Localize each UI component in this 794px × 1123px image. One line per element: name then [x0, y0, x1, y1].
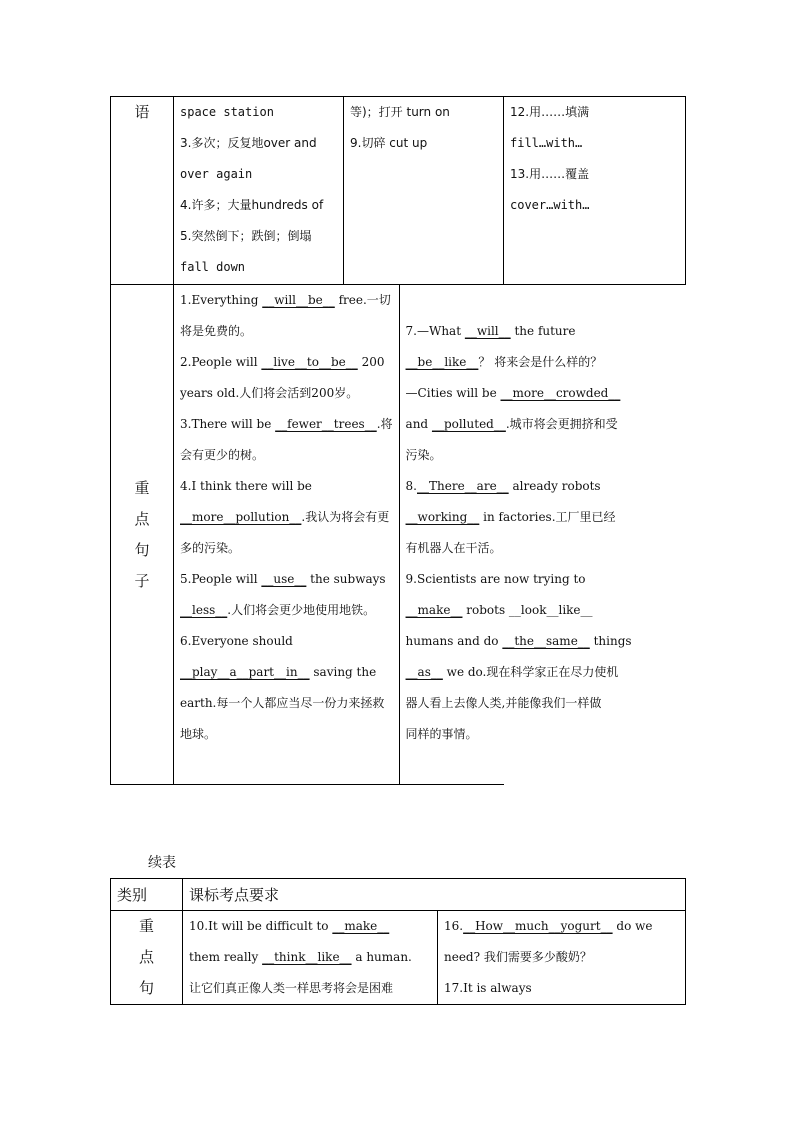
sentence-text: already robots	[508, 479, 601, 493]
sentence-line	[406, 347, 632, 378]
sentence-line	[406, 595, 632, 626]
sentence-line	[406, 409, 632, 440]
sentence-text: 1.Everything	[180, 293, 263, 307]
category-label: 重 点 句 子	[111, 285, 174, 785]
sentence-text: years old.人们将会活到200岁。	[180, 386, 359, 400]
sentence-text: them really	[189, 950, 263, 964]
vocab-line: fill…with…	[510, 136, 583, 150]
table-row	[111, 911, 686, 1005]
sentence-line	[406, 378, 632, 409]
sentence-line	[189, 973, 431, 1004]
sentence-text: need? 我们需要多少酸奶？	[444, 950, 592, 964]
sentence-line	[180, 595, 393, 626]
answer-blank: __How__much__yogurt__	[463, 919, 613, 933]
sentence-text: 17.It is always	[444, 981, 532, 995]
sentence-text: 地球。	[180, 727, 217, 741]
sentence-text: —Cities will be	[405, 386, 501, 400]
sentence-line	[180, 533, 393, 564]
vocab-line: 等)；打开 turn on	[350, 105, 450, 119]
sentence-text: and	[405, 417, 432, 431]
vocab-line: 12.用……填满	[510, 105, 590, 119]
vocab-cell-3	[504, 97, 686, 285]
vocab-line: 13.用……覆盖	[510, 167, 590, 181]
sentence-line	[406, 533, 632, 564]
vocab-line: 9.切碎 cut up	[350, 136, 428, 150]
vocab-line: 4.许多；大量hundreds of	[180, 198, 324, 212]
answer-blank: __will__	[464, 324, 511, 338]
sentence-line	[180, 440, 393, 471]
sentence-line	[406, 316, 632, 347]
answer-blank: __working__	[405, 510, 480, 524]
sentence-text: 让它们真正像人类一样思考将会是困难	[189, 981, 394, 995]
sentence-line	[180, 626, 393, 657]
sentence-text: the subways	[306, 572, 386, 586]
sentence-line	[189, 942, 431, 973]
answer-blank: __the__same__	[502, 634, 590, 648]
table-header-row	[111, 879, 686, 911]
sentence-column-right	[400, 285, 638, 784]
sentence-text: 会有更少的树。	[180, 448, 265, 462]
sentence-text: a human.	[351, 950, 412, 964]
sentence-line	[180, 285, 393, 316]
sentence-text: 10.It will be difficult to	[189, 919, 333, 933]
sentence-line	[180, 502, 393, 533]
sentence-line	[180, 409, 393, 440]
sentence-line	[406, 471, 632, 502]
sentence-text: 8.	[405, 479, 417, 493]
answer-blank: __polluted__	[431, 417, 506, 431]
sentence-text: 同样的事情。	[405, 727, 478, 741]
vocab-cell-1	[174, 97, 344, 285]
sentence-line	[406, 719, 632, 750]
answer-blank: __be__like__	[405, 355, 479, 369]
sentence-line	[406, 502, 632, 533]
vocab-sentence-table	[110, 96, 686, 785]
answer-blank: __think__like__	[262, 950, 352, 964]
sentence-text: .将	[376, 417, 393, 431]
sentence-column-right	[438, 911, 686, 1005]
sentence-line	[406, 626, 632, 657]
vocab-line: cover…with…	[510, 198, 590, 212]
answer-blank: __fewer__trees__	[275, 417, 377, 431]
sentence-text: do we	[612, 919, 653, 933]
sentence-text: 4.I think there will be	[180, 479, 312, 493]
sentence-column-left	[174, 285, 400, 784]
vocab-line: over again	[180, 167, 253, 181]
sentence-text: the future	[510, 324, 576, 338]
answer-blank: __make__	[332, 919, 390, 933]
header-category: 类别	[111, 879, 183, 911]
sentence-line	[180, 657, 393, 688]
continued-caption: 续表	[148, 855, 176, 871]
sentence-line	[406, 657, 632, 688]
sentence-text: 3.There will be	[180, 417, 276, 431]
vocab-line: fall down	[180, 260, 246, 274]
answer-blank: __more__pollution__	[180, 510, 302, 524]
sentence-cell-group	[174, 285, 632, 785]
sentence-text: 有机器人在干活。	[405, 541, 502, 555]
sentence-text: 2.People will	[180, 355, 262, 369]
sentence-text: .人们将会更少地使用地铁。	[227, 603, 376, 617]
answer-blank: __as__	[405, 665, 443, 679]
table-row	[111, 97, 686, 285]
sentence-line	[189, 911, 431, 942]
sentence-text: 7.—What	[405, 324, 465, 338]
answer-blank: __There__are__	[417, 479, 509, 493]
sentence-line	[180, 719, 393, 750]
sentence-text: things	[589, 634, 632, 648]
answer-blank: __play__a__part__in__	[180, 665, 310, 679]
vocab-line: space station	[180, 105, 274, 119]
sentence-text: 器人看上去像人类,并能像我们一样做	[405, 696, 602, 710]
answer-blank: __make__	[405, 603, 463, 617]
sentence-text: humans and do	[405, 634, 503, 648]
sentence-text: 将是免费的。	[180, 324, 253, 338]
sentence-line	[444, 911, 679, 942]
sentence-line	[180, 471, 393, 502]
sentence-text: in factories.工厂里已经	[479, 510, 616, 524]
continued-table	[110, 878, 686, 1005]
sentence-text: we do.现在科学家正在尽力使机	[442, 665, 619, 679]
answer-blank: __more__crowded__	[500, 386, 621, 400]
vocab-line: 3.多次；反复地over and	[180, 136, 317, 150]
sentence-text: 9.Scientists are now trying to	[405, 572, 586, 586]
sentence-text: 200	[357, 355, 385, 369]
answer-blank: __live__to__be__	[261, 355, 358, 369]
category-label: 语	[111, 97, 174, 285]
sentence-text: saving the	[309, 665, 377, 679]
answer-blank: __less__	[180, 603, 228, 617]
sentence-line	[406, 564, 632, 595]
sentence-line	[406, 440, 632, 471]
vocab-line: 5.突然倒下；跌倒；倒塌	[180, 229, 312, 243]
sentence-line	[180, 688, 393, 719]
answer-blank: __will__be__	[262, 293, 335, 307]
sentence-text: 多的污染。	[180, 541, 241, 555]
sentence-line	[180, 316, 393, 347]
header-requirements: 课标考点要求	[183, 879, 686, 911]
answer-blank: __use__	[261, 572, 307, 586]
sentence-text: 16.	[444, 919, 464, 933]
sentence-line	[180, 378, 393, 409]
vocab-cell-2	[344, 97, 504, 285]
sentence-line	[444, 942, 679, 973]
sentence-text: .我认为将会有更	[301, 510, 390, 524]
sentence-text: 5.People will	[180, 572, 262, 586]
sentence-column-left	[183, 911, 438, 1005]
sentence-line	[406, 688, 632, 719]
sentence-text: .城市将会更拥挤和受	[505, 417, 618, 431]
sentence-text: robots __look__like__	[462, 603, 593, 617]
table-row	[111, 285, 686, 785]
sentence-line	[444, 973, 679, 1004]
sentence-line	[180, 347, 393, 378]
sentence-text: 污染。	[405, 448, 442, 462]
sentence-line	[180, 564, 393, 595]
sentence-text: free.一切	[334, 293, 391, 307]
sentence-text: ？ 将来会是什么样的？	[478, 355, 603, 369]
category-label: 重 点 句	[111, 911, 183, 1005]
sentence-text: earth.每一个人都应当尽一份力来拯救	[180, 696, 385, 710]
sentence-text: 6.Everyone should	[180, 634, 293, 648]
